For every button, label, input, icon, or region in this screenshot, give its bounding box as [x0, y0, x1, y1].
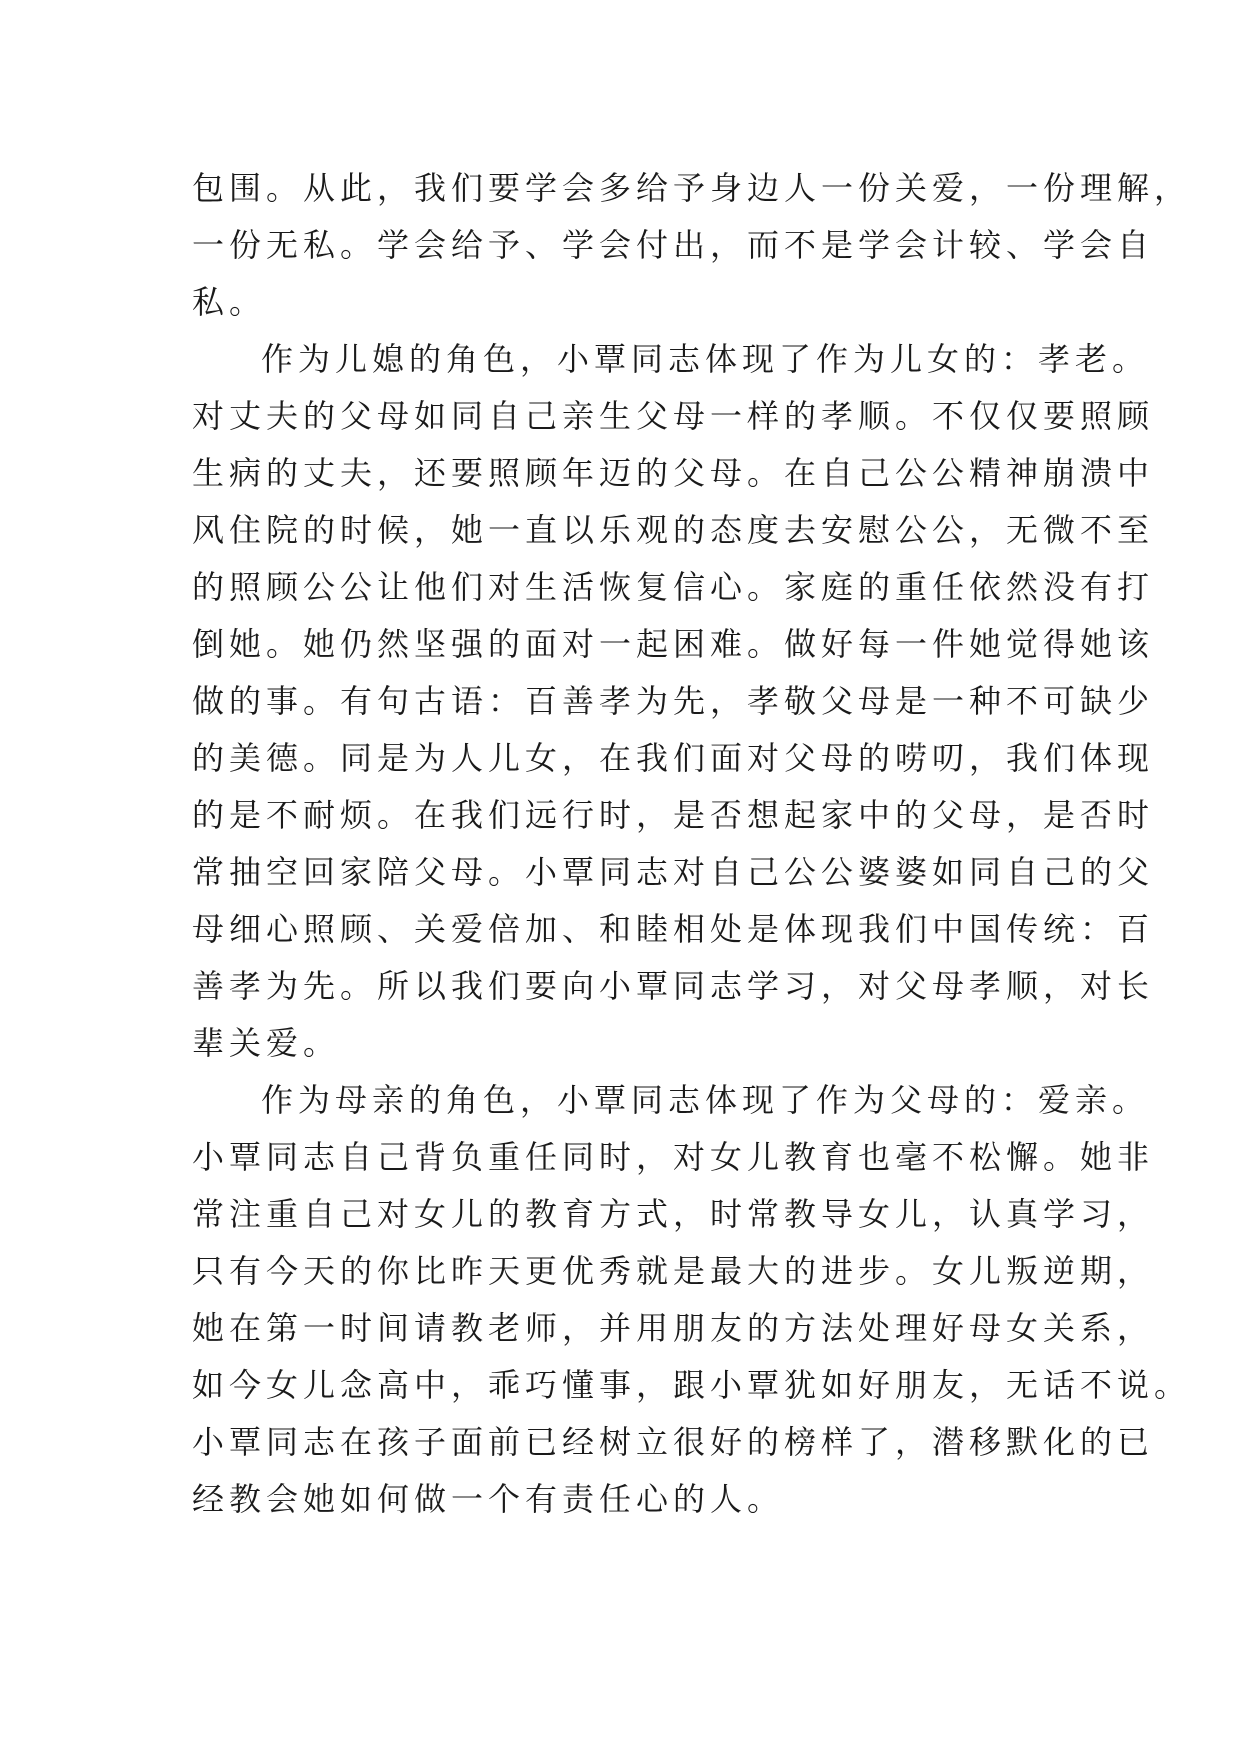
text-line: 生病的丈夫，还要照顾年迈的父母。在自己公公精神崩溃中 — [192, 454, 1155, 492]
text-line: 的是不耐烦。在我们远行时，是否想起家中的父母，是否时 — [192, 796, 1155, 834]
text-line: 一份无私。学会给予、学会付出，而不是学会计较、学会自 — [192, 226, 1155, 264]
text-line: 的照顾公公让他们对生活恢复信心。家庭的重任依然没有打 — [192, 568, 1155, 606]
text-line: 作为儿媳的角色，小覃同志体现了作为儿女的：孝老。 — [261, 340, 1150, 378]
paragraph-3 — [192, 1072, 1192, 1528]
text-line: 小覃同志在孩子面前已经树立很好的榜样了，潜移默化的已 — [192, 1423, 1155, 1461]
text-line: 只有今天的你比昨天更优秀就是最大的进步。女儿叛逆期， — [192, 1252, 1155, 1290]
text-line: 善孝为先。所以我们要向小覃同志学习，对父母孝顺，对长 — [192, 967, 1155, 1005]
text-line: 的美德。同是为人儿女，在我们面对父母的唠叨，我们体现 — [192, 739, 1155, 777]
text-line: 如今女儿念高中，乖巧懂事，跟小覃犹如好朋友，无话不说。 — [192, 1366, 1192, 1404]
document-body — [192, 160, 1192, 1528]
paragraph-1 — [192, 160, 1192, 331]
text-line: 倒她。她仍然坚强的面对一起困难。做好每一件她觉得她该 — [192, 625, 1155, 663]
text-line: 经教会她如何做一个有责任心的人。 — [192, 1480, 785, 1518]
paragraph-2 — [192, 331, 1155, 1072]
text-line: 私。 — [192, 283, 267, 321]
text-line: 常注重自己对女儿的教育方式，时常教导女儿，认真学习， — [192, 1195, 1155, 1233]
text-line: 作为母亲的角色，小覃同志体现了作为父母的：爱亲。 — [261, 1081, 1150, 1119]
text-line: 风住院的时候，她一直以乐观的态度去安慰公公，无微不至 — [192, 511, 1155, 549]
text-line: 做的事。有句古语：百善孝为先，孝敬父母是一种不可缺少 — [192, 682, 1155, 720]
text-line: 对丈夫的父母如同自己亲生父母一样的孝顺。不仅仅要照顾 — [192, 397, 1155, 435]
text-line: 常抽空回家陪父母。小覃同志对自己公公婆婆如同自己的父 — [192, 853, 1155, 891]
text-line: 小覃同志自己背负重任同时，对女儿教育也毫不松懈。她非 — [192, 1138, 1155, 1176]
text-line: 母细心照顾、关爱倍加、和睦相处是体现我们中国传统：百 — [192, 910, 1155, 948]
text-line: 她在第一时间请教老师，并用朋友的方法处理好母女关系， — [192, 1309, 1155, 1347]
text-line: 辈关爱。 — [192, 1024, 341, 1062]
text-line: 包围。从此，我们要学会多给予身边人一份关爱，一份理解， — [192, 169, 1192, 207]
